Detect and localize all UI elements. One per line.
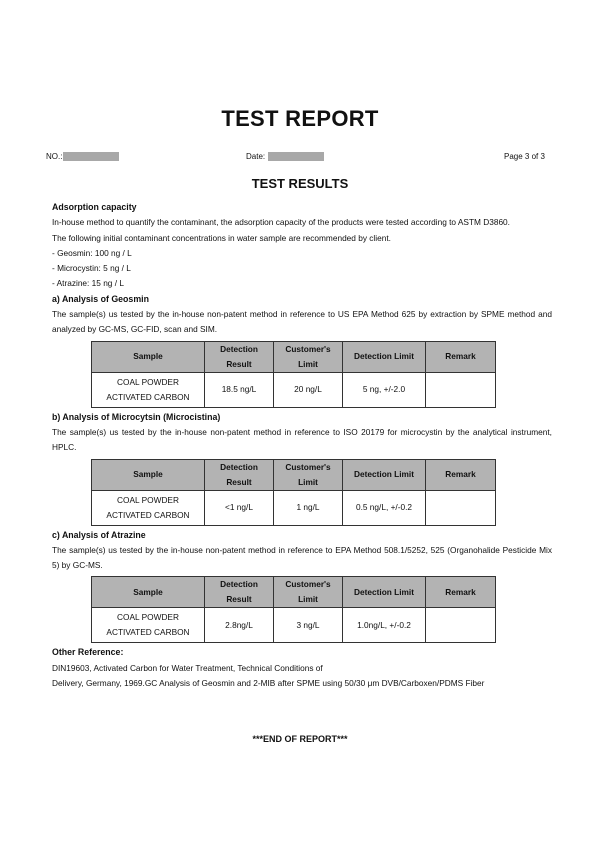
section-b-heading: b) Analysis of Microcytsin (Microcistina) [52,411,221,422]
cell-remark [426,608,496,643]
table-row [92,490,496,525]
table-row [92,372,496,407]
col-detection-result: Detection Result [205,577,274,608]
cell-limit: 20 ng/L [274,372,343,407]
concentration-item: - Microcystin: 5 ng / L [52,263,131,274]
col-detection-limit: Detection Limit [343,341,426,372]
cell-limit: 1 ng/L [274,490,343,525]
cell-sample: COAL POWDER ACTIVATED CARBON [92,490,205,525]
section-c-heading: c) Analysis of Atrazine [52,529,146,540]
report-date [246,152,324,161]
col-remark: Remark [426,459,496,490]
page-number: Page 3 of 3 [504,152,545,161]
col-customer-limit: Customer's Limit [274,459,343,490]
other-reference-line-1: DIN19603, Activated Carbon for Water Treatment, Technical Conditions of [52,662,323,673]
col-sample: Sample [92,577,205,608]
table-row [92,608,496,643]
cell-detection-limit: 1.0ng/L, +/-0.2 [343,608,426,643]
cell-detection-limit: 5 ng, +/-2.0 [343,372,426,407]
report-title: TEST REPORT [221,106,379,131]
table-header-row [92,341,496,372]
section-c-text: The sample(s) us tested by the in-house non-patent method in reference to EPA Method 508.1/5252, 525 (Organohalide Pesticide Mix 5) by GC-MS. [52,544,552,571]
cell-result: <1 ng/L [205,490,274,525]
atrazine-results-table [91,576,496,643]
col-detection-limit: Detection Limit [343,577,426,608]
adsorption-heading: Adsorption capacity [52,202,137,212]
col-detection-result: Detection Result [205,341,274,372]
concentration-item: - Atrazine: 15 ng / L [52,278,124,289]
col-sample: Sample [92,341,205,372]
other-reference-heading: Other Reference: [52,647,124,658]
redacted-report-number [63,152,119,161]
cell-limit: 3 ng/L [274,608,343,643]
cell-detection-limit: 0.5 ng/L, +/-0.2 [343,490,426,525]
cell-result: 2.8ng/L [205,608,274,643]
col-customer-limit: Customer's Limit [274,341,343,372]
cell-sample: COAL POWDER ACTIVATED CARBON [92,372,205,407]
report-body [52,200,552,691]
cell-sample: COAL POWDER ACTIVATED CARBON [92,608,205,643]
table-header-row [92,577,496,608]
cell-remark [426,372,496,407]
col-sample: Sample [92,459,205,490]
col-customer-limit: Customer's Limit [274,577,343,608]
cell-result: 18.5 ng/L [205,372,274,407]
section-title: TEST RESULTS [251,176,349,191]
adsorption-text-2: The following initial contaminant concentrations in water sample are recommended by client. [52,232,391,243]
col-remark: Remark [426,341,496,372]
report-number-label: NO.: [46,152,63,161]
other-reference-line-2: Delivery, Germany, 1969.GC Analysis of Geosmin and 2-MIB after SPME using 50/30 μm DVB/Carboxen/PDMS Fiber [52,678,485,689]
section-b-text: The sample(s) us tested by the in-house non-patent method in reference to ISO 20179 for microcystin by the analytical instrument, HPLC. [52,426,552,453]
adsorption-text-1: In-house method to quantify the contaminant, the adsorption capacity of the products were tested according to ASTM D3860. [52,217,510,228]
concentration-item: - Geosmin: 100 ng / L [52,247,132,258]
section-a-heading: a) Analysis of Geosmin [52,293,149,304]
section-a-text: The sample(s) us tested by the in-house non-patent method in reference to US EPA Method 625 by extraction by SPME method and analyzed by GC-MS, GC-FID, scan and SIM. [52,309,552,335]
report-number [46,152,119,161]
redacted-report-date [268,152,324,161]
end-of-report: ***END OF REPORT*** [252,734,348,744]
microcystin-results-table [91,459,496,526]
cell-remark [426,490,496,525]
col-detection-limit: Detection Limit [343,459,426,490]
geosmin-results-table [91,341,496,408]
table-header-row [92,459,496,490]
col-remark: Remark [426,577,496,608]
report-date-label: Date: [246,152,266,161]
col-detection-result: Detection Result [205,459,274,490]
